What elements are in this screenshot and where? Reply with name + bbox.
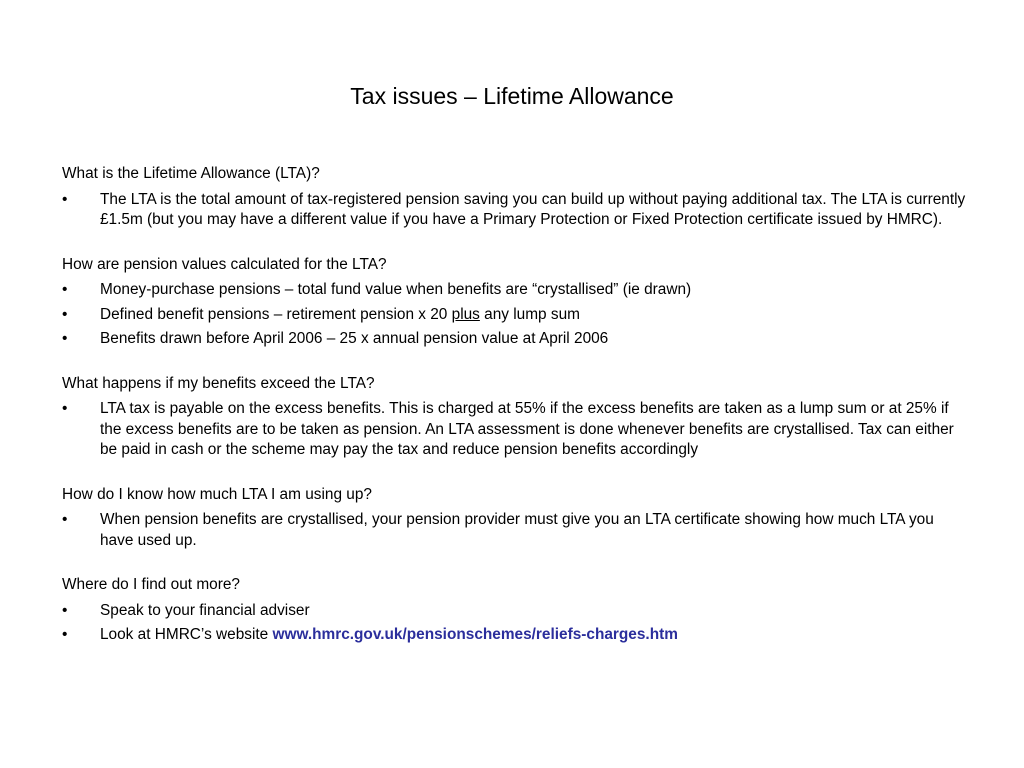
bullet-marker: • — [62, 601, 68, 619]
bullet-text — [100, 626, 678, 643]
bullet-item — [62, 399, 967, 461]
bullet-marker: • — [62, 626, 68, 643]
bullet-item — [62, 510, 967, 551]
bullet-text: Money-purchase pensions – total fund value when benefits are “crystallised” (ie drawn) — [100, 281, 692, 298]
question-heading: How are pension values calculated for the LTA? — [62, 255, 387, 273]
bullet-item — [62, 305, 967, 326]
faq-section-usage — [62, 485, 967, 552]
bullet-text: Speak to your financial adviser — [100, 601, 310, 619]
bullet-text: LTA tax is payable on the excess benefits. This is charged at 55% if the excess benefits are taken as a lump sum or at 25% if the excess benefits are to be taken as pension. An LTA assessment is done whenever benefits are crystallised. Tax can either be paid in cash or the scheme may pay the tax and reduce pension benefits accordingly — [100, 400, 954, 458]
underlined-word: plus — [451, 305, 480, 323]
bullet-item — [62, 601, 967, 622]
bullet-text: The LTA is the total amount of tax-registered pension saving you can build up without paying additional tax. The LTA is currently £1.5m (but you may have a different value if you have a Primary Protection or Fixed Protection certificate issued by HMRC). — [100, 190, 966, 228]
bullet-item — [62, 280, 967, 301]
bullet-text: When pension benefits are crystallised, your pension provider must give you an LTA certificate showing how much LTA you have used up. — [100, 511, 934, 549]
bullet-text: Benefits drawn before April 2006 – 25 x annual pension value at April 2006 — [100, 330, 609, 347]
bullet-marker: • — [62, 330, 68, 347]
bullet-marker: • — [62, 511, 68, 528]
faq-section-excess — [62, 374, 967, 461]
bullet-text — [100, 306, 580, 323]
bullet-marker: • — [62, 305, 68, 323]
faq-section-calculation — [62, 255, 967, 350]
bullet-text-part: Defined benefit pensions – retirement pension x 20 — [100, 305, 452, 323]
faq-section-lta-definition — [62, 164, 967, 231]
bullet-item — [62, 625, 967, 646]
question-heading: Where do I find out more? — [62, 576, 240, 593]
bullet-marker: • — [62, 400, 68, 417]
question-heading: How do I know how much LTA I am using up? — [62, 485, 372, 503]
bullet-text-part: any lump sum — [479, 305, 580, 323]
bullet-item — [62, 329, 967, 350]
bullet-marker: • — [62, 281, 68, 298]
bullet-item — [62, 190, 967, 231]
bullet-text-part: Look at HMRC’s website — [100, 626, 273, 643]
slide-content — [62, 164, 967, 650]
question-heading: What is the Lifetime Allowance (LTA)? — [62, 165, 320, 182]
faq-section-more-info — [62, 575, 967, 646]
hmrc-website-link[interactable]: www.hmrc.gov.uk/pensionschemes/reliefs-charges.htm — [272, 626, 678, 643]
bullet-marker: • — [62, 190, 68, 208]
slide-title: Tax issues – Lifetime Allowance — [350, 83, 674, 109]
question-heading: What happens if my benefits exceed the LTA? — [62, 374, 375, 392]
